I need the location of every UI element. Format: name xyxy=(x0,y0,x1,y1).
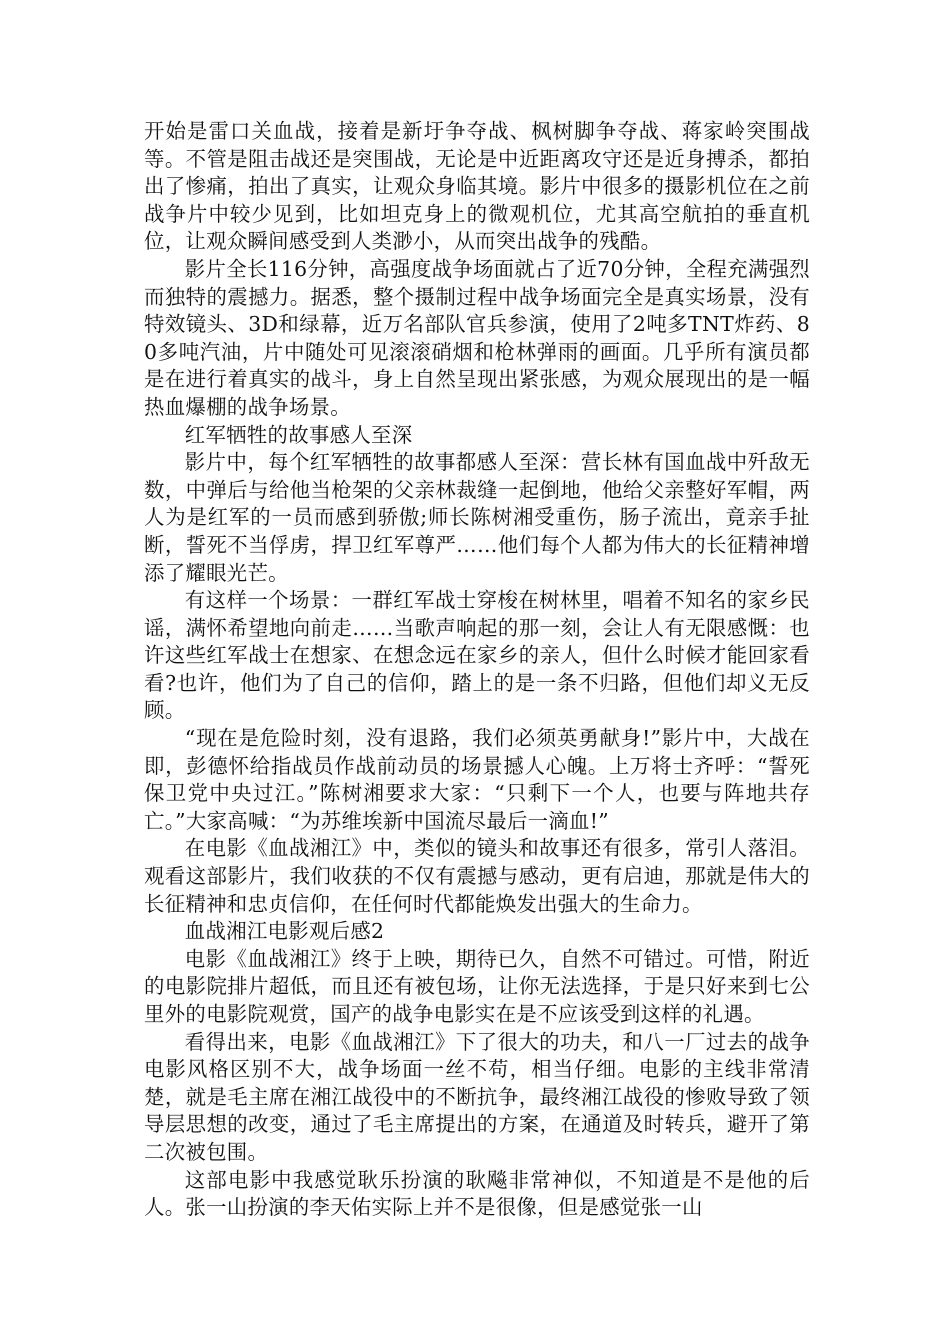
document-page xyxy=(144,118,810,1222)
paragraph-6: 在电影《血战湘江》中，类似的镜头和故事还有很多，常引人落泪。观看这部影片，我们收获的不仅有震撼与感动，更有启迪，那就是伟大的长征精神和忠贞信仰，在任何时代都能焕发出强大的生命力。 xyxy=(144,836,810,916)
paragraph-4: 有这样一个场景：一群红军战士穿梭在树林里，唱着不知名的家乡民谣，满怀希望地向前走……当歌声响起的那一刻，会让人有无限感慨：也许这些红军战士在想家、在想念远在家乡的亲人，但什么时候才能回家看看?也许，他们为了自己的信仰，踏上的是一条不归路，但他们却义无反顾。 xyxy=(144,588,810,723)
paragraph-7: 电影《血战湘江》终于上映，期待已久，自然不可错过。可惜，附近的电影院排片超低，而且还有被包场，让你无法选择，于是只好来到七公里外的电影院观赏，国产的战争电影实在是不应该受到这样的礼遇。 xyxy=(144,946,810,1026)
paragraph-9: 这部电影中我感觉耿乐扮演的耿飚非常神似，不知道是不是他的后人。张一山扮演的李天佑实际上并不是很像，但是感觉张一山 xyxy=(144,1167,810,1220)
paragraph-2: 影片全长116分钟，高强度战争场面就占了近70分钟，全程充满强烈而独特的震撼力。据悉，整个摄制过程中战争场面完全是真实场景，没有特效镜头、3D和绿幕，近万名部队官兵参演，使用了2吨多TNT炸药、80多吨汽油，片中随处可见滚滚硝烟和枪林弹雨的画面。几乎所有演员都是在进行着真实的战斗，身上自然呈现出紧张感，为观众展现出的是一幅热血爆棚的战争场景。 xyxy=(144,256,810,419)
paragraph-3: 影片中，每个红军牺牲的故事都感人至深：营长林有国血战中歼敌无数，中弹后与给他当枪架的父亲林裁缝一起倒地，他给父亲整好军帽，两人为是红军的一员而感到骄傲;师长陈树湘受重伤，肠子流出，竟亲手扯断，誓死不当俘虏，捍卫红军尊严……他们每个人都为伟大的长征精神增添了耀眼光芒。 xyxy=(144,450,810,585)
paragraph-1: 开始是雷口关血战，接着是新圩争夺战、枫树脚争夺战、蒋家岭突围战等。不管是阻击战还是突围战，无论是中近距离攻守还是近身搏杀，都拍出了惨痛，拍出了真实，让观众身临其境。影片中很多的摄影机位在之前战争片中较少见到，比如坦克身上的微观机位，尤其高空航拍的垂直机位，让观众瞬间感受到人类渺小，从而突出战争的残酷。 xyxy=(144,119,810,254)
paragraph-5: “现在是危险时刻，没有退路，我们必须英勇献身!”影片中，大战在即，彭德怀给指战员作战前动员的场景撼人心魄。上万将士齐呼：“誓死保卫党中央过江。”陈树湘要求大家：“只剩下一个人，也要与阵地共存亡。”大家高喊：“为苏维埃新中国流尽最后一滴血!” xyxy=(144,726,810,833)
paragraph-8: 看得出来，电影《血战湘江》下了很大的功夫，和八一厂过去的战争电影风格区别不大，战争场面一丝不苟，相当仔细。电影的主线非常清楚，就是毛主席在湘江战役中的不断抗争，最终湘江战役的惨败导致了领导层思想的改变，通过了毛主席提出的方案，在通道及时转兵，避开了第二次被包围。 xyxy=(144,1029,810,1164)
section-heading-red-army: 红军牺牲的故事感人至深 xyxy=(184,422,413,447)
section-heading-review-2: 血战湘江电影观后感2 xyxy=(184,919,385,944)
